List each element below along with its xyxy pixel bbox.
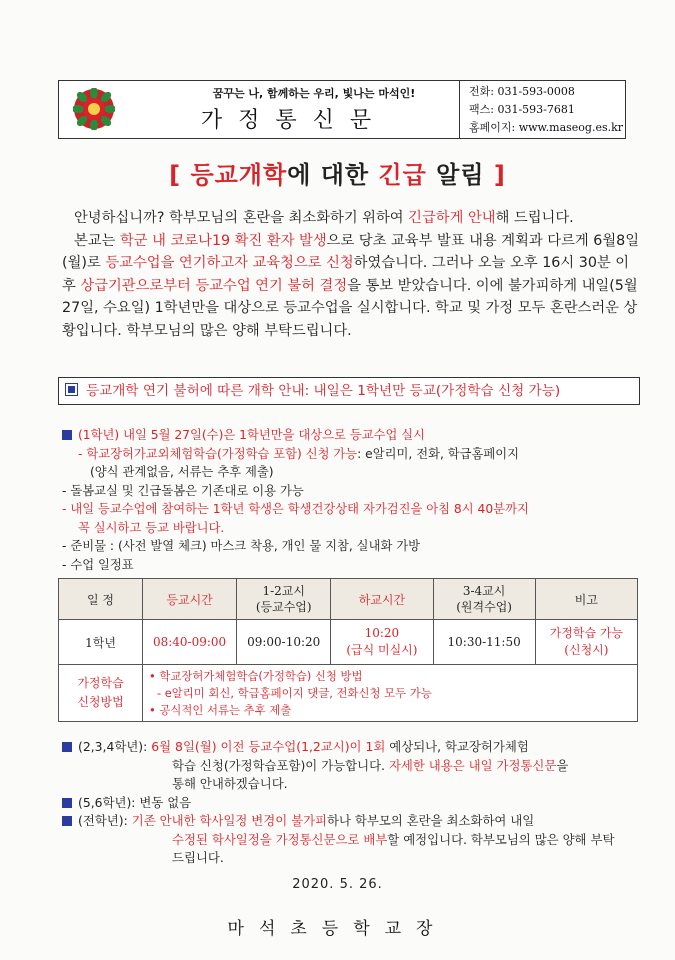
letter-header (58, 80, 626, 139)
phone-number: 전화: 031-593-0008 (469, 85, 575, 98)
header-cell: 1-2교시 (등교수업) (237, 579, 331, 620)
self-check-line-2: 꼭 실시하고 등교 바랍니다. (78, 520, 225, 535)
table-cell: 08:40-09:00 (143, 620, 237, 665)
table-cell: 가정학습 가능 (신청시) (535, 620, 637, 665)
all-grades-line: (전학년): 기존 안내한 학사일정 변경이 불가피하나 학부모의 혼란을 최소화하여 내일 (62, 812, 647, 831)
school-emblem-icon (73, 88, 115, 130)
square-bullet-icon (62, 816, 72, 826)
schedule-label: - 수업 일정표 (62, 557, 134, 572)
intro-paragraph-2: 본교는 학군 내 코로나19 확진 환자 발생으로 당초 교육부 발표 내용 계획과 다르게 6월8일(월)로 등교수업을 연기하고자 교육청으로 신청하였습니다. 그러나 오늘 오후 16시 30분 이후 상급기관으로부터 등교수업 연기 불허 결정을 통보 받았습니다. 이에 불가피하게 내일(5월 27일, 수요일) 1학년만을 대상으로 등교수업을 실시합니다. 학교 및 가정 모두 혼란스러운 상황입니다. 학부모님의 많은 양해 부탁드립니다. (62, 232, 640, 339)
all-grades-line-3: 드립니다. (172, 850, 224, 865)
field-trip-note: (양식 관계없음, 서류는 추후 제출) (90, 465, 274, 479)
all-grades-line-2: 수정된 학사일정을 가정통신문으로 배부할 예정입니다. 학부모님의 많은 양해 부탁 (172, 831, 615, 847)
fax-number: 팩스: 031-593-7681 (469, 103, 575, 116)
header-cell: 등교시간 (143, 579, 237, 620)
header-cell: 비고 (535, 579, 637, 620)
homepage-url: 홈페이지: www.maseog.es.kr (469, 121, 624, 134)
table-cell: 09:00-10:20 (237, 620, 331, 665)
self-check-line: - 내일 등교수업에 참여하는 1학년 학생은 학생건강상태 자가검진을 아침 8시 40분까지 (62, 502, 529, 516)
notice-box (58, 377, 640, 405)
table-cell: 1학년 (59, 620, 143, 665)
header-cell: 일 정 (59, 579, 143, 620)
grade1-details (62, 426, 642, 574)
table-cell: 가정학습 신청방법 (59, 665, 143, 722)
table-cell: 10:30-11:50 (433, 620, 535, 665)
grade234-line: (2,3,4학년): 6월 8일(월) 이전 등교수업(1,2교시)이 1회 예상되나, 학교장허가체험 (62, 738, 647, 757)
grade234-line-2: 학습 신청(가정학습포함)이 가능합니다. 자세한 내용은 내일 가정통신문을 (172, 757, 569, 773)
other-grades (62, 738, 647, 868)
principal-signature: 마석초등학교장 (227, 919, 448, 939)
home-study-method: • 학교장허가체험학습(가정학습) 신청 방법 - e알리미 회신, 학급홈페이지 댓글, 전화신청 모두 가능 • 공식적인 서류는 추후 제출 (143, 665, 638, 722)
table-row (59, 665, 638, 722)
square-bullet-icon (62, 798, 72, 808)
notice-title: [ 등교개학에 대한 긴급 알림 ] (169, 161, 506, 189)
header-cell: 하교시간 (331, 579, 433, 620)
issue-date: 2020. 5. 26. (292, 877, 383, 892)
square-bullet-icon (65, 383, 78, 396)
header-left (59, 81, 460, 138)
school-slogan: 꿈꾸는 나, 함께하는 우리, 빛나는 마석인! (212, 87, 416, 100)
notice-box-text: 등교개학 연기 불허에 따른 개학 안내: 내일은 1학년만 등교(가정학습 신청 가능) (86, 383, 561, 399)
table-cell: 10:20 (급식 미실시) (331, 620, 433, 665)
square-bullet-icon (62, 430, 72, 440)
schedule-table (58, 578, 638, 722)
intro-paragraph-1: 안녕하십니까? 학부모님의 혼란을 최소화하기 위하여 긴급하게 안내해 드립니다. (74, 210, 574, 226)
grade56-line: (5,6학년): 변동 없음 (62, 794, 647, 813)
care-line: - 돌봄교실 및 긴급돌봄은 기존대로 이용 가능 (62, 483, 304, 498)
table-row (59, 620, 638, 665)
contact-info (469, 83, 623, 137)
supplies-line: - 준비물 : (사전 발열 체크) 마스크 착용, 개인 물 지참, 실내화 가방 (62, 539, 420, 553)
table-header-row (59, 579, 638, 620)
intro-text (62, 207, 642, 342)
square-bullet-icon (62, 742, 72, 752)
header-cell: 3-4교시 (원격수업) (433, 579, 535, 620)
grade1-headline: (1학년) 내일 5월 27일(수)은 1학년만을 대상으로 등교수업 실시 (62, 426, 642, 445)
grade234-line-3: 통해 안내하겠습니다. (172, 776, 288, 791)
field-trip-line: - 학교장허가교외체험학습(가정학습 포함) 신청 가능: e알리미, 전화, 학급홈페이지 (78, 446, 520, 461)
letter-title: 가정통신문 (200, 108, 388, 133)
